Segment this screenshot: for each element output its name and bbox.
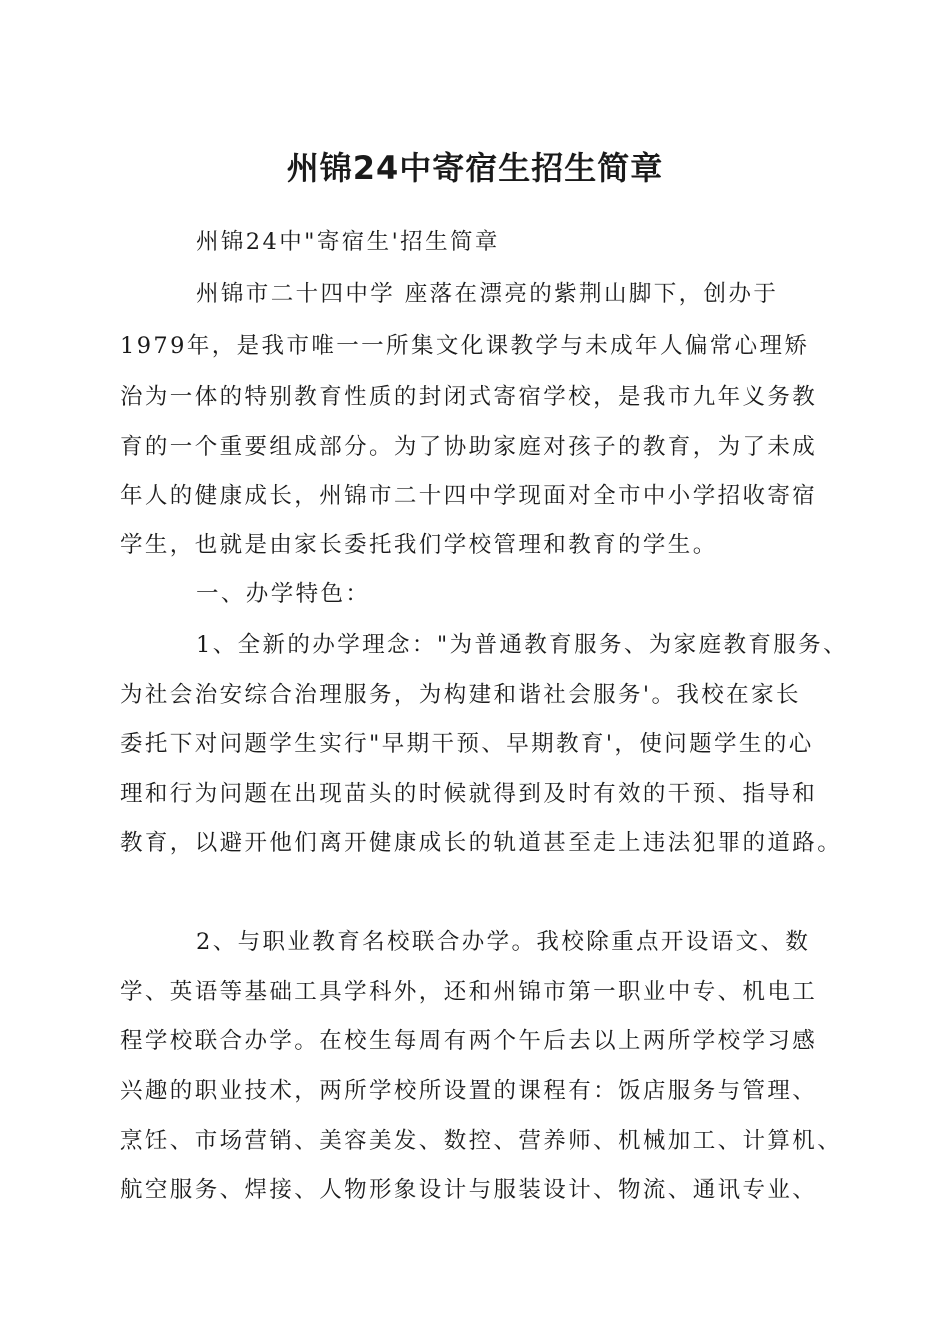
paragraph-intro-line: 治为一体的特别教育性质的封闭式寄宿学校，是我市九年义务教 (120, 384, 818, 410)
subtitle-line: 州锦24中"寄宿生'招生简章 (196, 229, 500, 255)
paragraph-intro-line: 州锦市二十四中学 座落在漂亮的紫荆山脚下，创办于 (196, 281, 779, 307)
paragraph-intro-line: 年人的健康成长，州锦市二十四中学现面对全市中小学招收寄宿 (120, 483, 818, 509)
paragraph-intro-line: 学生，也就是由家长委托我们学校管理和教育的学生。 (120, 532, 718, 558)
paragraph-feature1-line: 理和行为问题在出现苗头的时候就得到及时有效的干预、指导和 (120, 781, 818, 807)
paragraph-feature2-line: 2、与职业教育名校联合办学。我校除重点开设语文、数 (196, 929, 811, 955)
document-title: 州锦24中寄宿生招生简章 (286, 149, 664, 187)
paragraph-feature2-line: 兴趣的职业技术，两所学校所设置的课程有：饭店服务与管理、 (120, 1078, 818, 1104)
paragraph-feature2-line: 程学校联合办学。在校生每周有两个午后去以上两所学校学习感 (120, 1028, 818, 1054)
paragraph-feature2-line: 烹饪、市场营销、美容美发、数控、营养师、机械加工、计算机、 (120, 1128, 843, 1154)
paragraph-feature2-line: 学、英语等基础工具学科外，还和州锦市第一职业中专、机电工 (120, 979, 818, 1005)
paragraph-feature2-line: 航空服务、焊接、人物形象设计与服装设计、物流、通讯专业、 (120, 1177, 818, 1203)
paragraph-intro-line: 育的一个重要组成部分。为了协助家庭对孩子的教育，为了未成 (120, 434, 818, 460)
paragraph-feature1-line: 教育，以避开他们离开健康成长的轨道甚至走上违法犯罪的道路。 (120, 830, 843, 856)
section-heading: 一、办学特色： (196, 581, 371, 607)
paragraph-feature1-line: 1、全新的办学理念："为普通教育服务、为家庭教育服务、 (196, 632, 848, 658)
paragraph-feature1-line: 为社会治安综合治理服务，为构建和谐社会服务'。我校在家长 (120, 682, 801, 708)
paragraph-intro-line: 1979年，是我市唯一一所集文化课教学与未成年人偏常心理矫 (120, 333, 810, 359)
paragraph-feature1-line: 委托下对问题学生实行"早期干预、早期教育'，使问题学生的心 (120, 731, 814, 757)
